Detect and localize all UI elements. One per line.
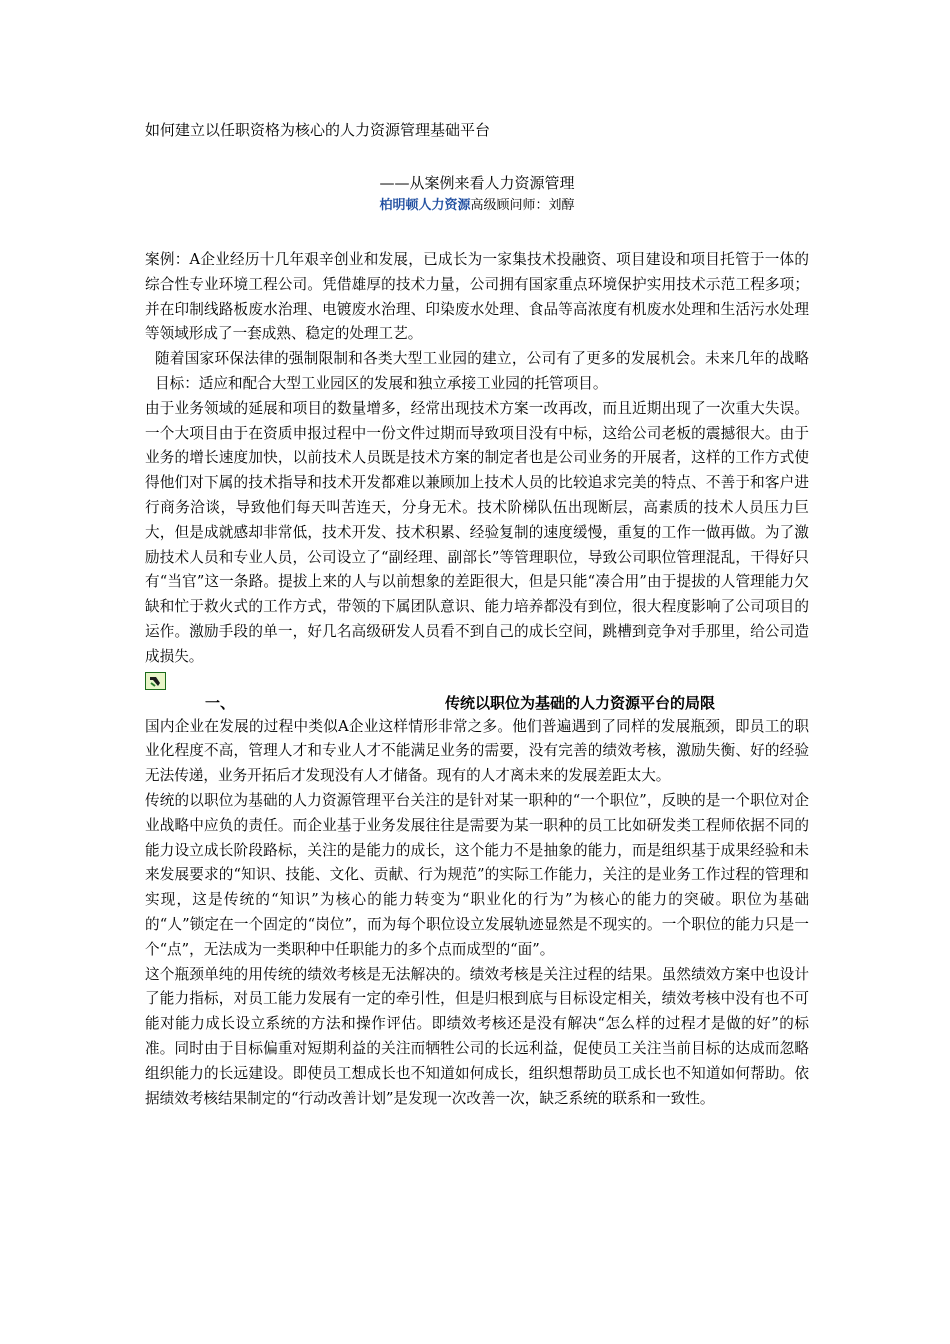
paragraph-domestic: 国内企业在发展的过程中类似A企业这样情形非常之多。他们普遍遇到了同样的发展瓶颈，即员工的职业化程度不高，管理人才和专业人才不能满足业务的需要，没有完善的绩效考核，激励失衡、好的经验无法传递，业务开拓后才发现没有人才储备。现有的人才离未来的发展差距太大。 (145, 717, 809, 785)
speaker-icon[interactable] (145, 672, 166, 690)
section-number: 一、 (205, 693, 236, 712)
byline-organization[interactable]: 柏明顿人力资源 (379, 198, 471, 213)
section-heading (145, 691, 809, 715)
byline-author: 高级顾问师：刘醇 (470, 198, 575, 213)
document-subtitle: ——从案例来看人力资源管理 (379, 174, 575, 192)
section-title: 传统以职位为基础的人力资源平台的局限 (445, 693, 716, 712)
paragraph-opportunity: 随着国家环保法律的强制限制和各类大型工业园的建立，公司有了更多的发展机会。未来几年的战略目标：适应和配合大型工业园区的发展和独立承接工业园的托管项目。 (155, 350, 809, 392)
paragraph-bottleneck: 这个瓶颈单纯的用传统的绩效考核是无法解决的。绩效考核是关注过程的结果。虽然绩效方案中也设计了能力指标，对员工能力发展有一定的牵引性，但是归根到底与目标设定相关，绩效考核中没有也不可能对能力成长设立系统的方法和操作评估。即绩效考核还是没有解决“怎么样的过程才是做的好”的标准。同时由于目标偏重对短期利益的关注而牺牲公司的长远利益，促使员工关注当前目标的达成而忽略组织能力的长远建设。即使员工想成长也不知道如何成长，组织想帮助员工成长也不知道如何帮助。依据绩效考核结果制定的“行动改善计划”是发现一次改善一次，缺乏系统的联系和一致性。 (145, 965, 809, 1107)
document-title: 如何建立以任职资格为核心的人力资源管理基础平台 (145, 121, 491, 139)
paragraph-traditional: 传统的以职位为基础的人力资源管理平台关注的是针对某一职种的“一个职位”，反映的是一个职位对企业战略中应负的责任。而企业基于业务发展往往是需要为某一职种的员工比如研发类工程师依据不同的能力设立成长阶段路标，关注的是能力的成长，这个能力不是抽象的能力，而是组织基于成果经验和未来发展要求的“知识、技能、文化、贡献、行为规范”的实际工作能力，关注的是业务工作过程的管理和实现，这是传统的“知识”为核心的能力转变为“职业化的行为”为核心的能力的突破。职位为基础的“人”锁定在一个固定的“岗位”，而为每个职位设立发展轨迹显然是不现实的。一个职位的能力只是一个“点”，无法成为一类职种中任职能力的多个点而成型的“面”。 (145, 791, 809, 958)
document-body (145, 248, 809, 1111)
paragraph-case: 案例：A企业经历十几年艰辛创业和发展，已成长为一家集技术投融资、项目建设和项目托管于一体的综合性专业环境工程公司。凭借雄厚的技术力量，公司拥有国家重点环境保护实用技术示范工程多项；并在印制线路板废水治理、电镀废水治理、印染废水处理、食品等高浓度有机废水处理和生活污水处理等领域形成了一套成熟、稳定的处理工艺。 (145, 251, 809, 343)
paragraph-problems: 由于业务领域的延展和项目的数量增多，经常出现技术方案一改再改，而且近期出现了一次重大失误。一个大项目由于在资质申报过程中一份文件过期而导致项目没有中标，这给公司老板的震撼很大。由于业务的增长速度加快，以前技术人员既是技术方案的制定者也是公司业务的开展者，这样的工作方式使得他们对下属的技术指导和技术开发都难以兼顾加上技术人员的比较追求完美的特点、不善于和客户进行商务洽谈，导致他们每天叫苦连天，分身无术。技术阶梯队伍出现断层，高素质的技术人员压力巨大，但是成就感却非常低，技术开发、技术积累、经验复制的速度缓慢，重复的工作一做再做。为了激励技术人员和专业人员，公司设立了“副经理、副部长”等管理职位，导致公司职位管理混乱，干得好只有“当官”这一条路。提拔上来的人与以前想象的差距很大，但是只能“凑合用”由于提拔的人管理能力欠缺和忙于救火式的工作方式，带领的下属团队意识、能力培养都没有到位，很大程度影响了公司项目的运作。激励手段的单一，好几名高级研发人员看不到自己的成长空间，跳槽到竞争对手那里，给公司造成损失。 (145, 399, 809, 665)
author-byline (145, 196, 809, 216)
document-page (145, 118, 809, 1111)
